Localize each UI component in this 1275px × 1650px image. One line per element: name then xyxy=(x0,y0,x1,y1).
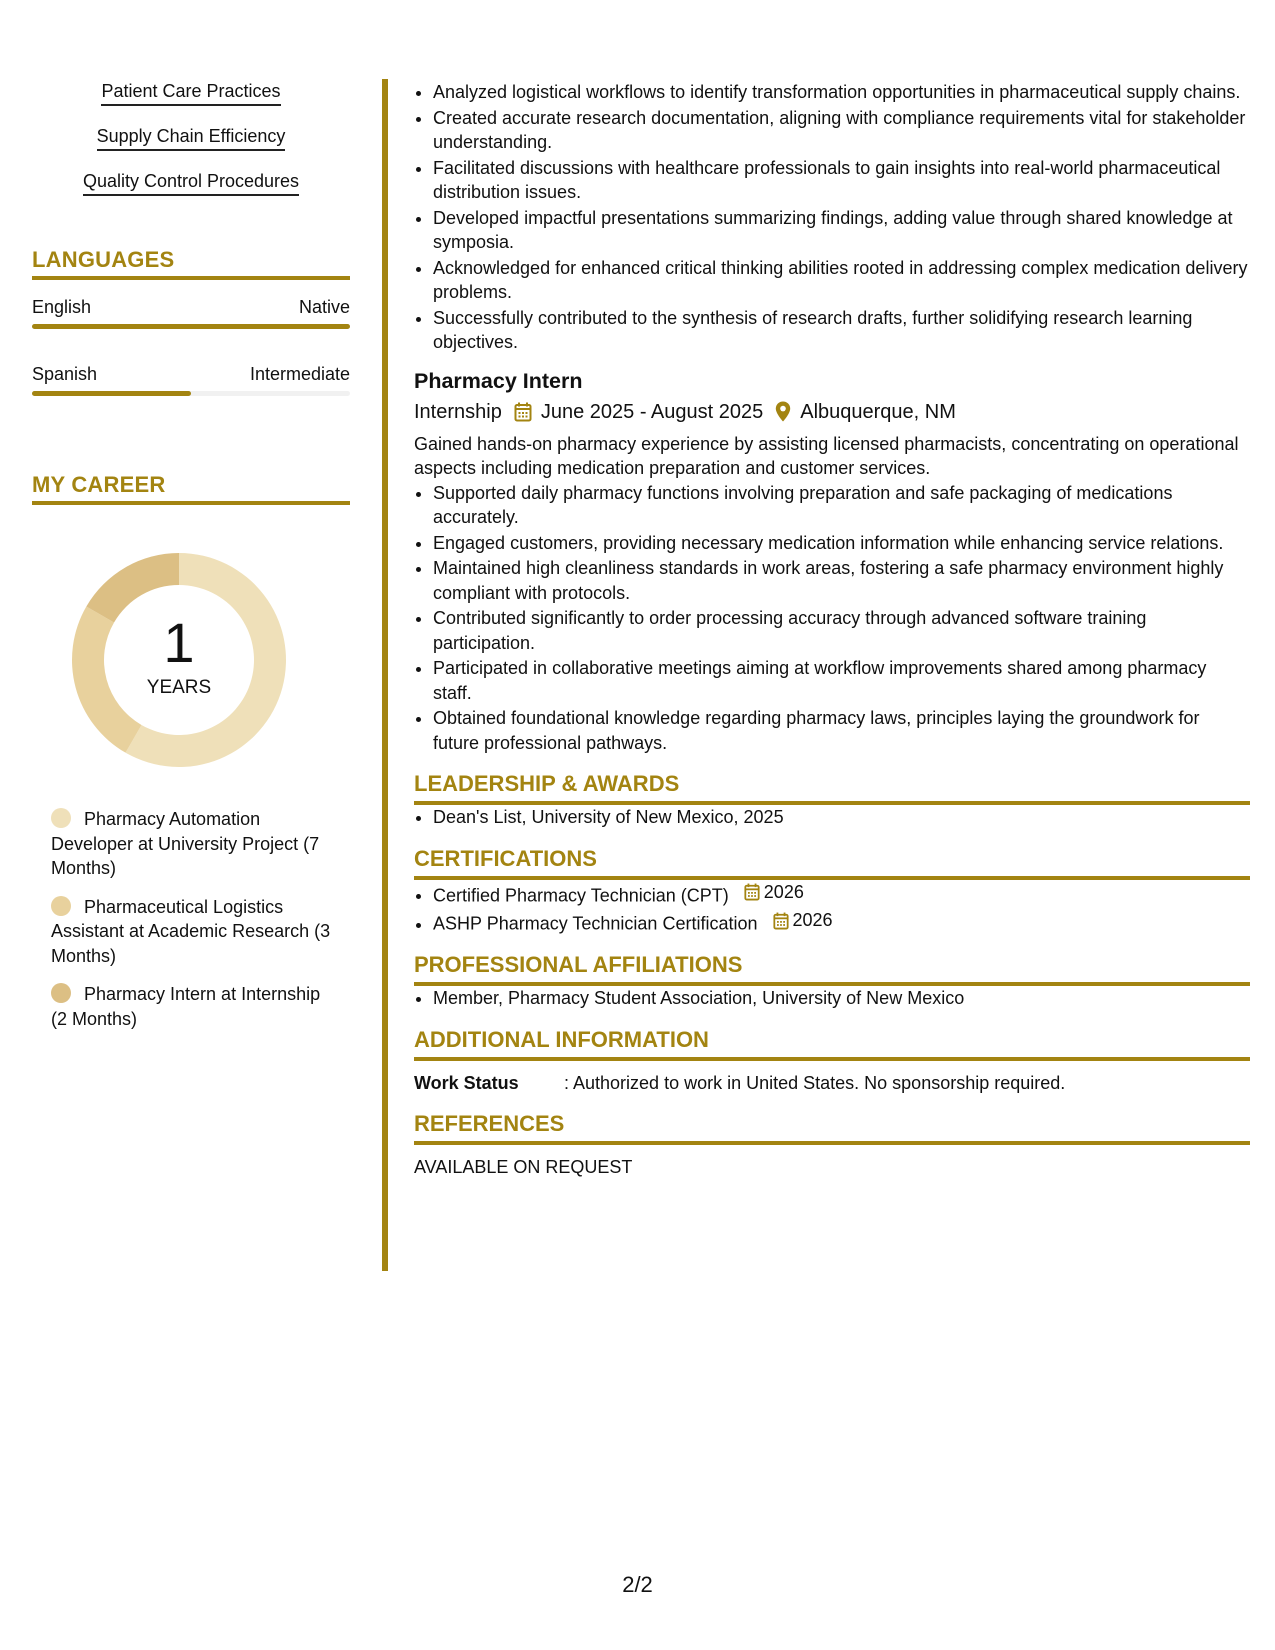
language-item xyxy=(32,296,350,329)
references-heading: REFERENCES xyxy=(414,1111,1250,1145)
additional-info-heading: ADDITIONAL INFORMATION xyxy=(414,1027,1250,1061)
job-title: Pharmacy Intern xyxy=(414,368,583,393)
certification-name: Certified Pharmacy Technician (CPT) xyxy=(433,884,729,905)
career-legend-label: Pharmaceutical Logistics Assistant at Academic Research (3 Months) xyxy=(51,896,331,966)
references-text: AVAILABLE ON REQUEST xyxy=(414,1156,633,1177)
languages-heading: LANGUAGES xyxy=(32,247,350,280)
calendar-icon xyxy=(744,883,760,901)
page-number: 2/2 xyxy=(622,1572,653,1597)
bullet-item: • Contributed significantly to order processing accuracy through advanced software training participation. xyxy=(433,606,1250,655)
bullet-item: • Successfully contributed to the synthesis of research drafts, further solidifying research learning objectives. xyxy=(433,306,1250,355)
career-heading: MY CAREER xyxy=(32,472,350,505)
job-company: Internship xyxy=(414,400,502,423)
skill-tags xyxy=(32,80,350,215)
career-legend-label: Pharmacy Automation Developer at University Project (7 Months) xyxy=(51,809,320,878)
certifications-heading: CERTIFICATIONS xyxy=(414,846,1250,880)
language-proficiency-bar xyxy=(32,391,350,396)
bullet-item: • Maintained high cleanliness standards in work areas, fostering a safe pharmacy environment highly compliant with protocols. xyxy=(433,556,1250,605)
certification-year: 2026 xyxy=(763,881,804,902)
bullet-item: • Supported daily pharmacy functions involving preparation and safe packaging of medications accurately. xyxy=(433,481,1250,530)
certification-name: ASHP Pharmacy Technician Certification xyxy=(433,913,758,934)
job-description: Gained hands-on pharmacy experience by assisting licensed pharmacists, concentrating on operational aspects including medication preparation and customer services. xyxy=(414,433,1239,478)
bullet-item: • Engaged customers, providing necessary medication information while enhancing service relations. xyxy=(433,531,1250,556)
language-name: English xyxy=(32,297,92,317)
certification-year: 2026 xyxy=(792,910,833,931)
career-legend-label: Pharmacy Intern at Internship (2 Months) xyxy=(51,984,321,1029)
work-status-label: Work Status xyxy=(414,1072,519,1093)
bullet-item: • Facilitated discussions with healthcare professionals to gain insights into real-world pharmaceutical distribution issues. xyxy=(433,156,1250,205)
left-column xyxy=(32,80,350,1045)
language-level: Native xyxy=(298,297,350,317)
job-meta xyxy=(414,399,1250,425)
calendar-icon xyxy=(773,912,789,930)
bullet-item: • Acknowledged for enhanced critical thinking abilities rooted in addressing complex medication delivery problems. xyxy=(433,256,1250,305)
column-divider xyxy=(382,79,388,1271)
affiliations-list xyxy=(414,986,1250,1011)
bullet-item: • Analyzed logistical workflows to identify transformation opportunities in pharmaceutical supply chains. xyxy=(433,80,1250,105)
language-level: Intermediate xyxy=(249,364,350,384)
skill-tag: Quality Control Procedures xyxy=(83,170,299,196)
skill-tag: Patient Care Practices xyxy=(101,80,280,106)
bullet-item: • Dean's List, University of New Mexico, 2025 xyxy=(433,805,1250,830)
skill-tag: Supply Chain Efficiency xyxy=(97,125,286,151)
legend-dot xyxy=(51,983,71,1003)
certification-item xyxy=(433,908,1250,936)
donut-center xyxy=(66,547,292,773)
certifications-list xyxy=(414,880,1250,937)
bullet-item: • Obtained foundational knowledge regarding pharmacy laws, principles laying the groundwork for future professional pathways. xyxy=(433,706,1250,755)
work-status-row xyxy=(414,1071,1250,1095)
career-total-unit: YEARS xyxy=(146,677,212,698)
leadership-list xyxy=(414,805,1250,830)
calendar-icon xyxy=(514,402,532,422)
career-legend xyxy=(51,807,341,1031)
work-status-value: : Authorized to work in United States. No sponsorship required. xyxy=(564,1072,1066,1093)
bullet-item: • Member, Pharmacy Student Association, University of New Mexico xyxy=(433,986,1250,1011)
language-name: Spanish xyxy=(32,364,98,384)
job-dates: June 2025 - August 2025 xyxy=(540,400,764,423)
language-proficiency-fill xyxy=(32,324,350,329)
career-legend-item xyxy=(51,982,341,1031)
legend-dot xyxy=(51,896,71,916)
career-legend-item xyxy=(51,895,341,969)
language-proficiency-bar xyxy=(32,324,350,329)
bullet-item: • Developed impactful presentations summarizing findings, adding value through shared knowledge at symposia. xyxy=(433,206,1250,255)
job-location: Albuquerque, NM xyxy=(800,400,956,423)
bullet-item: • Created accurate research documentation, aligning with compliance requirements vital for stakeholder understanding. xyxy=(433,106,1250,155)
bullet-item: • Participated in collaborative meetings aiming at workflow improvements shared among pharmacy staff. xyxy=(433,656,1250,705)
legend-dot xyxy=(51,808,71,828)
right-column xyxy=(414,80,1250,1179)
leadership-heading: LEADERSHIP & AWARDS xyxy=(414,771,1250,805)
career-donut-chart xyxy=(66,547,292,773)
previous-job-bullets xyxy=(414,80,1250,355)
language-item xyxy=(32,363,350,396)
map-pin-icon xyxy=(775,401,791,422)
affiliations-heading: PROFESSIONAL AFFILIATIONS xyxy=(414,952,1250,986)
certification-item xyxy=(433,880,1250,908)
career-legend-item xyxy=(51,807,341,881)
language-proficiency-fill xyxy=(32,391,191,396)
career-total-value: 1 xyxy=(163,611,195,674)
job-bullets xyxy=(414,481,1250,756)
